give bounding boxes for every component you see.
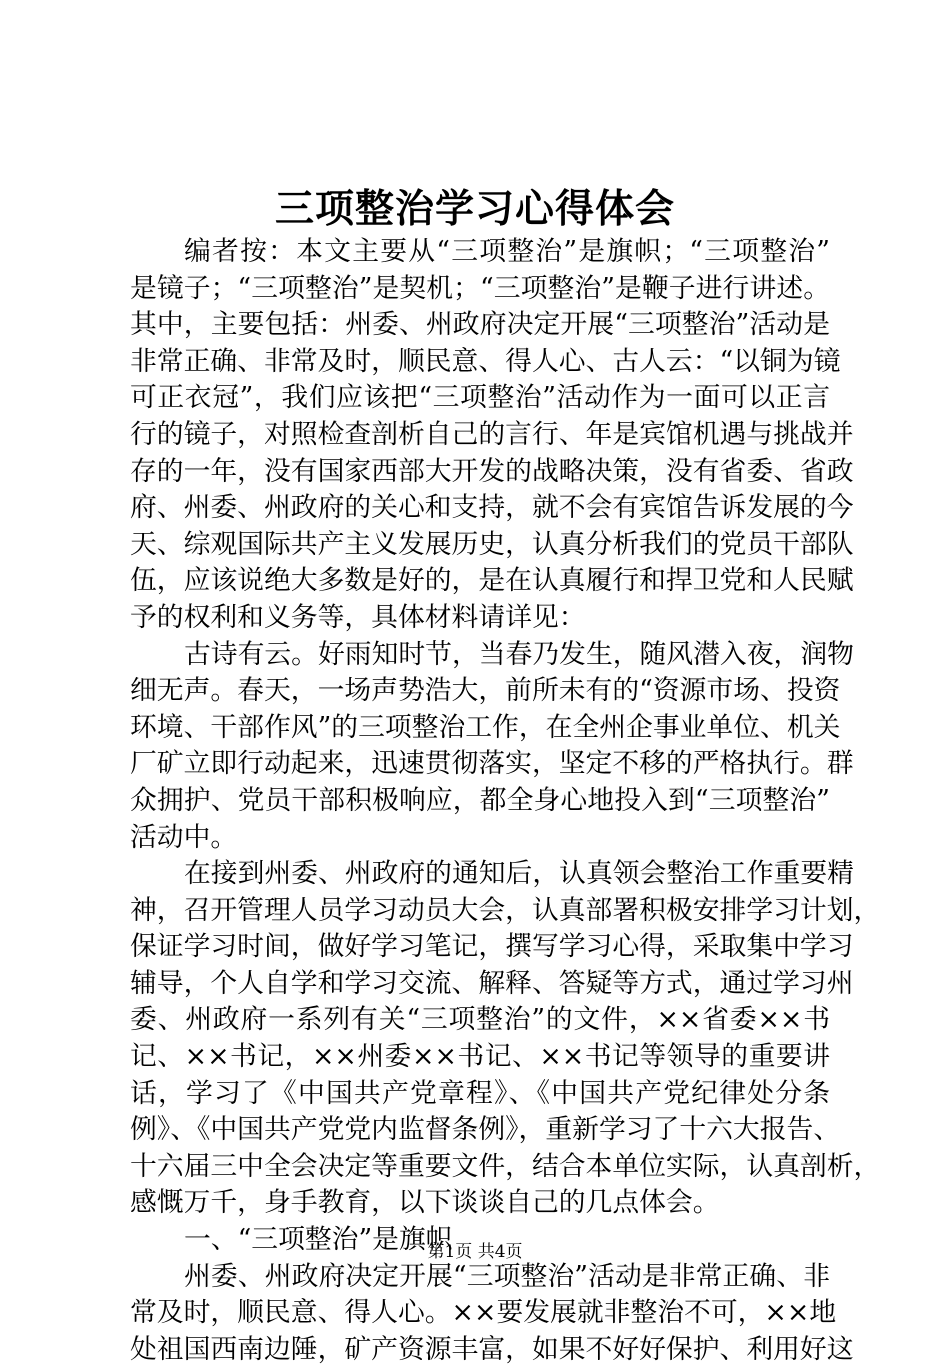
document-body <box>130 234 881 1368</box>
text-line: 记、××书记，××州委××书记、××书记等领导的重要讲 <box>130 1041 830 1073</box>
text-line: 环境、干部作风”的三项整治工作，在全州企事业单位、机关 <box>130 711 841 743</box>
text-line: 可正衣冠”，我们应该把“三项整治”活动作为一面可以正言 <box>130 382 830 414</box>
text-line: 是镜子；“三项整治”是契机；“三项整治”是鞭子进行讲述。 <box>130 272 830 304</box>
text-line: 话，学习了《中国共产党章程》、《中国共产党纪律处分条 <box>130 1077 830 1109</box>
text-line: 非常正确、非常及时，顺民意、得人心、古人云：“以铜为镜 <box>130 345 841 377</box>
text-line: 天、综观国际共产主义发展历史，认真分析我们的党员干部队 <box>130 528 854 560</box>
text-line: 予的权利和义务等，具体材料请详见： <box>130 601 586 633</box>
text-line: 众拥护、党员干部积极响应，都全身心地投入到“三项整治” <box>130 784 830 816</box>
text-line: 伍，应该说绝大多数是好的，是在认真履行和捍卫党和人民赋 <box>130 565 854 597</box>
text-line: 感慨万千，身手教育，以下谈谈自己的几点体会。 <box>130 1187 720 1219</box>
text-line: 在接到州委、州政府的通知后，认真领会整治工作重要精 <box>184 858 854 890</box>
text-line: 厂矿立即行动起来，迅速贯彻落实，坚定不移的严格执行。群 <box>130 748 854 780</box>
text-line: 十六届三中全会决定等重要文件，结合本单位实际，认真剖析， <box>130 1150 881 1182</box>
document-title: 三项整治学习心得体会 <box>274 186 675 232</box>
text-line: 州委、州政府决定开展“三项整治”活动是非常正确、非 <box>184 1260 830 1292</box>
text-line: 细无声。春天，一场声势浩大，前所未有的“资源市场、投资 <box>130 675 841 707</box>
text-line: 保证学习时间，做好学习笔记，撰写学习心得，采取集中学习 <box>130 931 854 963</box>
text-line: 编者按：本文主要从“三项整治”是旗帜；“三项整治” <box>184 236 830 267</box>
text-line: 委、州政府一系列有关“三项整治”的文件，××省委××书 <box>130 1004 830 1036</box>
text-line: 存的一年，没有国家西部大开发的战略决策，没有省委、省政 <box>130 455 854 487</box>
page-footer: 第1页 共4页 <box>427 1242 523 1262</box>
text-line: 处祖国西南边陲，矿产资源丰富，如果不好好保护、利用好这 <box>130 1333 854 1365</box>
text-line: 活动中。 <box>130 821 238 853</box>
text-line: 一、“三项整治”是旗帜 <box>184 1224 453 1256</box>
text-line: 例》、《中国共产党党内监督条例》，重新学习了十六大报告、 <box>130 1114 841 1146</box>
text-line: 辅导，个人自学和学习交流、解释、答疑等方式，通过学习州 <box>130 967 854 999</box>
text-line: 府、州委、州政府的关心和支持，就不会有宾馆告诉发展的今 <box>130 492 854 524</box>
text-line: 神，召开管理人员学习动员大会，认真部署积极安排学习计划， <box>130 894 881 926</box>
text-line: 常及时，顺民意、得人心。××要发展就非整治不可，××地 <box>130 1297 837 1329</box>
text-line: 行的镜子，对照检查剖析自己的言行、年是宾馆机遇与挑战并 <box>130 418 854 450</box>
text-line: 其中，主要包括：州委、州政府决定开展“三项整治”活动是 <box>130 309 830 341</box>
text-line: 古诗有云。好雨知时节，当春乃发生，随风潜入夜，润物 <box>184 638 854 670</box>
